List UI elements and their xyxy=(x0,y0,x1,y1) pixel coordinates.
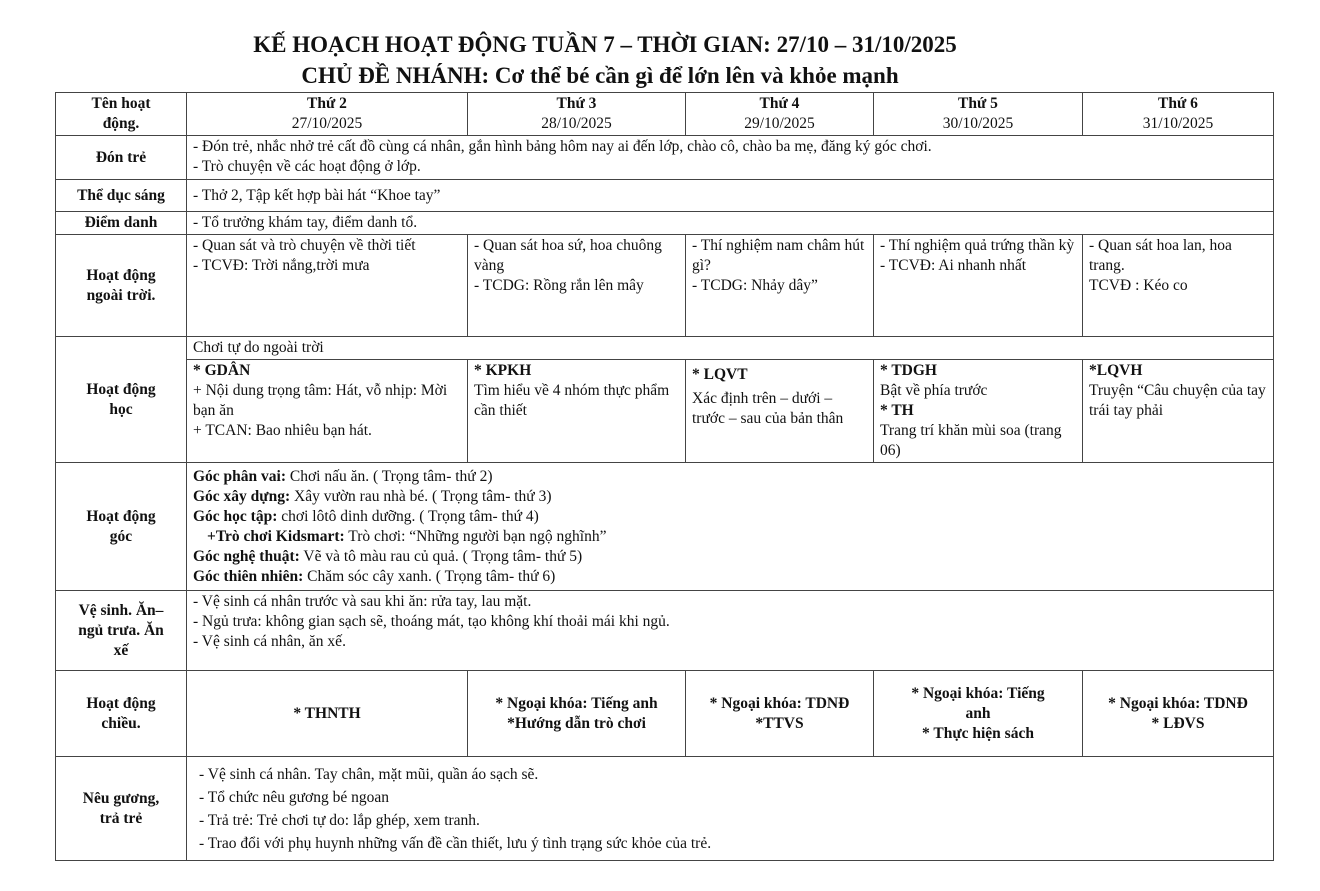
cell-line: + Nội dung trọng tâm: Hát, vỗ nhịp: Mời bạn ăn xyxy=(193,382,448,419)
weekly-plan-table xyxy=(55,92,1274,861)
label-line: ngoài trời. xyxy=(86,286,156,304)
label-line: xế xyxy=(113,641,129,659)
label-line: ngủ trưa. Ăn xyxy=(78,621,164,639)
row-label-neu-guong xyxy=(56,757,187,861)
cell-heading: * KPKH xyxy=(474,362,532,379)
day-name: Thứ 6 xyxy=(1158,95,1198,112)
header-day-thu xyxy=(874,93,1083,136)
header-activity-line1: Tên hoạt xyxy=(91,95,151,112)
goc-item xyxy=(193,467,1267,487)
goc-value: Chơi nấu ăn. ( Trọng tâm- thứ 2) xyxy=(286,467,493,485)
don-tre-content xyxy=(187,136,1274,180)
goc-content xyxy=(187,463,1274,591)
goc-key: +Trò chơi Kidsmart: xyxy=(207,527,345,545)
label-line: Hoạt động xyxy=(86,507,156,525)
hoc-mon xyxy=(187,360,468,463)
cell-line: - Quan sát hoa sứ, hoa chuông vàng xyxy=(474,237,662,274)
cell-line: *Hướng dẫn trò chơi xyxy=(507,714,646,732)
don-tre-line: - Đón trẻ, nhắc nhở trẻ cất đồ cùng cá nhân, gắn hình bảng hôm nay ai đến lớp, chào cô, chào ba mẹ, đăng ký góc chơi. xyxy=(193,138,932,155)
ngoai-troi-fri xyxy=(1083,235,1274,337)
cell-heading: *LQVH xyxy=(1089,362,1143,379)
cell-line: - Trao đổi với phụ huynh những vấn đề cần thiết, lưu ý tình trạng sức khỏe của trẻ. xyxy=(199,834,712,852)
the-duc-content: - Thở 2, Tập kết hợp bài hát “Khoe tay” xyxy=(187,180,1274,212)
neu-guong-content xyxy=(187,757,1274,861)
cell-line: - Vệ sinh cá nhân. Tay chân, mặt mũi, quần áo sạch sẽ. xyxy=(199,765,539,783)
day-date: 29/10/2025 xyxy=(744,115,815,132)
day-date: 30/10/2025 xyxy=(942,115,1014,132)
table-header-row xyxy=(56,93,1274,136)
cell-heading: * LQVT xyxy=(692,366,748,383)
cell-line: - Ngủ trưa: không gian sạch sẽ, thoáng mát, tạo không khí thoải mái khi ngủ. xyxy=(193,613,670,630)
day-date: 31/10/2025 xyxy=(1142,115,1214,132)
cell-line: * LĐVS xyxy=(1151,714,1205,732)
cell-line: Xác định trên – dưới – trước – sau của bản thân xyxy=(692,390,844,427)
header-day-tue xyxy=(468,93,686,136)
row-label-don-tre: Đón trẻ xyxy=(56,136,187,180)
chieu-thu xyxy=(874,671,1083,757)
goc-value: Vẽ và tô màu rau củ quả. ( Trọng tâm- thứ 5) xyxy=(299,547,583,565)
goc-item xyxy=(193,547,1267,567)
goc-item xyxy=(193,527,1267,547)
cell-line: * Ngoại khóa: Tiếng xyxy=(911,684,1045,702)
cell-heading: * GDÂN xyxy=(193,362,251,379)
chieu-tue xyxy=(468,671,686,757)
page-subtitle: CHỦ ĐỀ NHÁNH: Cơ thể bé cần gì để lớn lên và khỏe mạnh xyxy=(301,63,899,88)
table-row xyxy=(56,136,1274,180)
label-line: góc xyxy=(109,527,133,545)
cell-heading: * TDGH xyxy=(880,362,937,379)
row-label-diem-danh: Điểm danh xyxy=(56,212,187,235)
goc-key: Góc xây dựng: xyxy=(193,487,291,505)
label-line: chiều. xyxy=(101,714,141,732)
table-row xyxy=(56,235,1274,337)
ngoai-troi-thu xyxy=(874,235,1083,337)
cell-line: * Ngoại khóa: TDNĐ xyxy=(709,694,850,712)
cell-line: - TCDG: Rồng rắn lên mây xyxy=(474,277,644,294)
cell-line: - TCDG: Nhảy dây” xyxy=(692,277,818,294)
label-line: Hoạt động xyxy=(86,266,156,284)
free-play-outdoor: Chơi tự do ngoài trời xyxy=(187,337,1274,360)
cell-line: Trang trí khăn mùi soa (trang 06) xyxy=(880,422,1062,459)
label-line: học xyxy=(109,400,133,418)
cell-heading: * TH xyxy=(880,402,914,419)
cell-line: * Thực hiện sách xyxy=(922,724,1034,742)
row-label-ve-sinh xyxy=(56,591,187,671)
cell-line: + TCAN: Bao nhiêu bạn hát. xyxy=(193,422,372,439)
cell-line: * Ngoại khóa: TDNĐ xyxy=(1108,694,1248,712)
day-name: Thứ 4 xyxy=(759,95,800,112)
hoc-fri xyxy=(1083,360,1274,463)
header-day-wed xyxy=(686,93,874,136)
ve-sinh-content xyxy=(187,591,1274,671)
cell-line: - Vệ sinh cá nhân, ăn xế. xyxy=(193,633,346,650)
table-row xyxy=(56,591,1274,671)
table-row xyxy=(56,212,1274,235)
cell-line: * Ngoại khóa: Tiếng anh xyxy=(495,694,658,712)
cell-line: Bật về phía trước xyxy=(880,382,988,399)
cell-line: - Trả trẻ: Trẻ chơi tự do: lắp ghép, xem tranh. xyxy=(199,811,480,829)
cell-line: - Quan sát hoa lan, hoa trang. xyxy=(1089,237,1232,274)
ngoai-troi-wed xyxy=(686,235,874,337)
hoc-thu xyxy=(874,360,1083,463)
cell-line: - TCVĐ: Trời nắng,trời mưa xyxy=(193,257,370,274)
day-name: Thứ 3 xyxy=(556,95,597,112)
day-date: 28/10/2025 xyxy=(541,115,612,132)
chieu-mon xyxy=(187,671,468,757)
cell-line: - Thí nghiệm nam châm hút gì? xyxy=(692,237,865,274)
day-date: 27/10/2025 xyxy=(291,115,363,132)
cell-line: Truyện “Câu chuyện của tay trái tay phải xyxy=(1089,382,1266,419)
cell-line: - TCVĐ: Ai nhanh nhất xyxy=(880,257,1027,274)
header-activity-line2: động. xyxy=(102,115,140,132)
table-row xyxy=(56,757,1274,861)
chieu-fri xyxy=(1083,671,1274,757)
row-label-ngoai-troi xyxy=(56,235,187,337)
label-line: Nêu gương, xyxy=(82,789,160,807)
table-row xyxy=(56,360,1274,463)
hoc-wed xyxy=(686,360,874,463)
label-line: Hoạt động xyxy=(86,694,156,712)
goc-value: chơi lôtô dinh dưỡng. ( Trọng tâm- thứ 4) xyxy=(277,507,539,525)
label-line: Hoạt động xyxy=(86,380,156,398)
goc-key: Góc nghệ thuật: xyxy=(193,547,300,565)
goc-key: Góc thiên nhiên: xyxy=(193,567,304,585)
cell-line: - Tổ chức nêu gương bé ngoan xyxy=(199,788,389,806)
goc-value: Xây vườn rau nhà bé. ( Trọng tâm- thứ 3) xyxy=(290,487,552,505)
ngoai-troi-tue xyxy=(468,235,686,337)
header-activity-cell xyxy=(56,93,187,136)
cell-line: - Vệ sinh cá nhân trước và sau khi ăn: rửa tay, lau mặt. xyxy=(193,593,532,610)
goc-key: Góc phân vai: xyxy=(193,467,287,485)
goc-item xyxy=(193,567,1267,587)
header-day-mon xyxy=(187,93,468,136)
label-line: Vệ sinh. Ăn– xyxy=(78,601,164,619)
cell-line: TCVĐ : Kéo co xyxy=(1089,277,1188,294)
goc-key: Góc học tập: xyxy=(193,507,278,525)
don-tre-line: - Trò chuyện về các hoạt động ở lớp. xyxy=(193,158,421,175)
diem-danh-content: - Tổ trưởng khám tay, điểm danh tổ. xyxy=(187,212,1274,235)
header-day-fri xyxy=(1083,93,1274,136)
table-row xyxy=(56,337,1274,360)
day-name: Thứ 5 xyxy=(958,95,998,112)
cell-line: anh xyxy=(965,704,991,722)
table-row xyxy=(56,463,1274,591)
table-row xyxy=(56,180,1274,212)
table-row xyxy=(56,671,1274,757)
cell-line: Tìm hiểu về 4 nhóm thực phẩm cần thiết xyxy=(474,382,670,419)
cell-line: - Thí nghiệm quả trứng thần kỳ xyxy=(880,237,1075,254)
chieu-wed xyxy=(686,671,874,757)
row-label-hoat-dong-hoc xyxy=(56,337,187,463)
row-label-chieu xyxy=(56,671,187,757)
label-line: trả trẻ xyxy=(99,809,143,827)
cell-line: * THNTH xyxy=(293,704,361,722)
goc-value: Trò chơi: “Những người bạn ngộ nghĩnh” xyxy=(344,527,607,545)
goc-value: Chăm sóc cây xanh. ( Trọng tâm- thứ 6) xyxy=(303,567,556,585)
row-label-hoat-dong-goc xyxy=(56,463,187,591)
hoc-tue xyxy=(468,360,686,463)
goc-item xyxy=(193,507,1267,527)
page-title: KẾ HOẠCH HOẠT ĐỘNG TUẦN 7 – THỜI GIAN: 27/10 – 31/10/2025 xyxy=(253,32,957,57)
cell-line: - Quan sát và trò chuyện về thời tiết xyxy=(193,237,416,254)
row-label-the-duc: Thể dục sáng xyxy=(56,180,187,212)
day-name: Thứ 2 xyxy=(307,95,347,112)
cell-line: *TTVS xyxy=(755,714,804,732)
ngoai-troi-mon xyxy=(187,235,468,337)
goc-item xyxy=(193,487,1267,507)
